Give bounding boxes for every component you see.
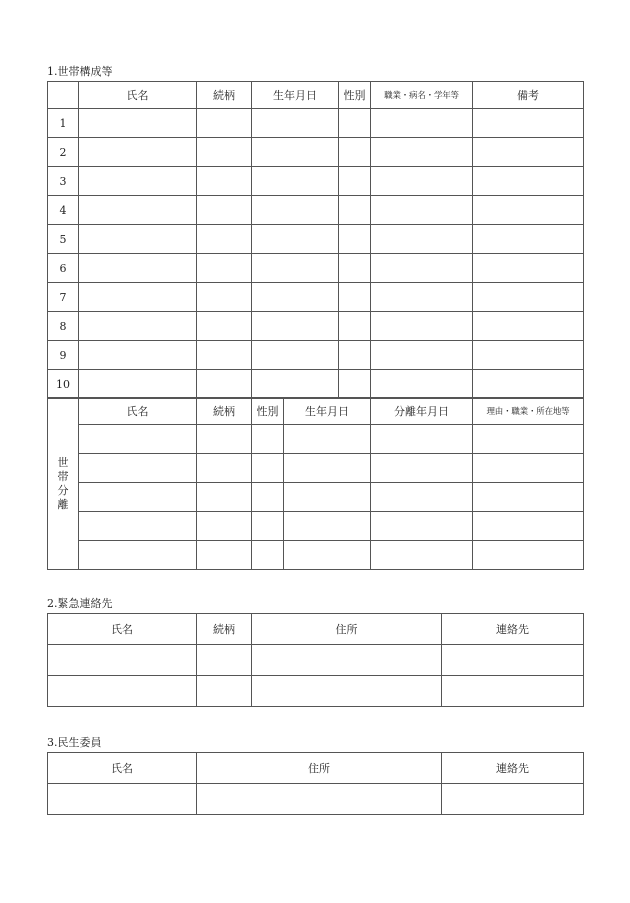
- household-relation-cell[interactable]: [197, 225, 252, 254]
- row-number: 7: [48, 283, 79, 312]
- em-header-address: 住所: [252, 614, 442, 645]
- household-birthdate-cell[interactable]: [252, 370, 339, 399]
- household-relation-cell[interactable]: [197, 341, 252, 370]
- household-header-row: [48, 82, 584, 109]
- welfare-commissioner-table: [47, 752, 584, 815]
- household-birthdate-cell[interactable]: [252, 167, 339, 196]
- separation-name-cell[interactable]: [79, 541, 197, 570]
- household-name-cell[interactable]: [79, 283, 197, 312]
- household-remarks-cell[interactable]: [473, 283, 584, 312]
- household-row: [48, 225, 584, 254]
- section2-title: 2.緊急連絡先: [47, 597, 113, 610]
- household-occupation-cell[interactable]: [371, 225, 473, 254]
- sep-header-sex: 性別: [252, 398, 284, 425]
- household-sex-cell[interactable]: [339, 254, 371, 283]
- em-header-relation: 続柄: [197, 614, 252, 645]
- household-row: [48, 109, 584, 138]
- household-birthdate-cell[interactable]: [252, 341, 339, 370]
- wc-header-address: 住所: [197, 753, 442, 784]
- household-sex-cell[interactable]: [339, 167, 371, 196]
- household-relation-cell[interactable]: [197, 254, 252, 283]
- household-name-cell[interactable]: [79, 254, 197, 283]
- emergency-address-cell[interactable]: [252, 645, 442, 676]
- household-name-cell[interactable]: [79, 341, 197, 370]
- separation-label-char: 分: [57, 483, 69, 497]
- household-occupation-cell[interactable]: [371, 138, 473, 167]
- separation-relation-cell[interactable]: [197, 454, 252, 483]
- household-sex-cell[interactable]: [339, 370, 371, 399]
- sep-header-separation-date: 分離年月日: [371, 398, 473, 425]
- header-name: 氏名: [79, 82, 197, 109]
- household-row: [48, 341, 584, 370]
- household-sex-cell[interactable]: [339, 196, 371, 225]
- separation-separation-date-cell[interactable]: [371, 483, 473, 512]
- household-relation-cell[interactable]: [197, 167, 252, 196]
- household-row: [48, 254, 584, 283]
- separation-separation-date-cell[interactable]: [371, 425, 473, 454]
- household-relation-cell[interactable]: [197, 283, 252, 312]
- separation-reason-cell[interactable]: [473, 454, 584, 483]
- household-remarks-cell[interactable]: [473, 225, 584, 254]
- separation-header-row: [48, 398, 584, 425]
- section1-title: 1.世帯構成等: [47, 65, 113, 78]
- household-name-cell[interactable]: [79, 370, 197, 399]
- row-number: 1: [48, 109, 79, 138]
- row-number: 9: [48, 341, 79, 370]
- separation-row: [48, 425, 584, 454]
- household-occupation-cell[interactable]: [371, 283, 473, 312]
- household-remarks-cell[interactable]: [473, 312, 584, 341]
- household-birthdate-cell[interactable]: [252, 109, 339, 138]
- household-name-cell[interactable]: [79, 167, 197, 196]
- household-birthdate-cell[interactable]: [252, 312, 339, 341]
- separation-row: [48, 483, 584, 512]
- wc-header-name: 氏名: [48, 753, 197, 784]
- household-birthdate-cell[interactable]: [252, 196, 339, 225]
- household-occupation-cell[interactable]: [371, 254, 473, 283]
- separation-birthdate-cell[interactable]: [284, 483, 371, 512]
- household-relation-cell[interactable]: [197, 109, 252, 138]
- household-name-cell[interactable]: [79, 312, 197, 341]
- emergency-contact-cell[interactable]: [442, 645, 584, 676]
- household-remarks-cell[interactable]: [473, 167, 584, 196]
- household-birthdate-cell[interactable]: [252, 138, 339, 167]
- sep-header-reason: 理由・職業・所在地等: [473, 398, 584, 425]
- household-occupation-cell[interactable]: [371, 370, 473, 399]
- separation-sex-cell[interactable]: [252, 541, 284, 570]
- household-name-cell[interactable]: [79, 138, 197, 167]
- separation-row: [48, 512, 584, 541]
- household-occupation-cell[interactable]: [371, 109, 473, 138]
- separation-birthdate-cell[interactable]: [284, 454, 371, 483]
- separation-relation-cell[interactable]: [197, 541, 252, 570]
- household-sex-cell[interactable]: [339, 283, 371, 312]
- row-number: 3: [48, 167, 79, 196]
- welfare-contact-cell[interactable]: [442, 784, 584, 815]
- separation-birthdate-cell[interactable]: [284, 541, 371, 570]
- emergency-table: [47, 613, 584, 707]
- household-occupation-cell[interactable]: [371, 196, 473, 225]
- household-birthdate-cell[interactable]: [252, 283, 339, 312]
- separation-row: [48, 454, 584, 483]
- separation-relation-cell[interactable]: [197, 425, 252, 454]
- household-row: [48, 283, 584, 312]
- separation-reason-cell[interactable]: [473, 512, 584, 541]
- household-relation-cell[interactable]: [197, 196, 252, 225]
- welfare-header-row: [48, 753, 584, 784]
- household-remarks-cell[interactable]: [473, 109, 584, 138]
- row-number: 6: [48, 254, 79, 283]
- household-remarks-cell[interactable]: [473, 138, 584, 167]
- household-sex-cell[interactable]: [339, 341, 371, 370]
- household-relation-cell[interactable]: [197, 138, 252, 167]
- section3-title: 3.民生委員: [47, 736, 102, 749]
- separation-name-cell[interactable]: [79, 454, 197, 483]
- household-row: [48, 370, 584, 399]
- emergency-header-row: [48, 614, 584, 645]
- separation-separation-date-cell[interactable]: [371, 512, 473, 541]
- emergency-relation-cell[interactable]: [197, 676, 252, 707]
- emergency-name-cell[interactable]: [48, 676, 197, 707]
- sep-header-relation: 続柄: [197, 398, 252, 425]
- household-sex-cell[interactable]: [339, 138, 371, 167]
- sep-header-birthdate: 生年月日: [284, 398, 371, 425]
- household-name-cell[interactable]: [79, 109, 197, 138]
- row-number: 5: [48, 225, 79, 254]
- household-occupation-cell[interactable]: [371, 312, 473, 341]
- separation-sex-cell[interactable]: [252, 454, 284, 483]
- row-number: 10: [48, 370, 79, 399]
- separation-label-char: 離: [57, 497, 69, 511]
- separation-sex-cell[interactable]: [252, 512, 284, 541]
- emergency-contact-cell[interactable]: [442, 676, 584, 707]
- household-birthdate-cell[interactable]: [252, 225, 339, 254]
- household-row: [48, 196, 584, 225]
- household-relation-cell[interactable]: [197, 312, 252, 341]
- household-sex-cell[interactable]: [339, 225, 371, 254]
- emergency-row: [48, 645, 584, 676]
- separation-sex-cell[interactable]: [252, 425, 284, 454]
- welfare-address-cell[interactable]: [197, 784, 442, 815]
- separation-sex-cell[interactable]: [252, 483, 284, 512]
- household-row: [48, 167, 584, 196]
- separation-label-char: 帯: [57, 469, 69, 483]
- em-header-contact: 連絡先: [442, 614, 584, 645]
- separation-label-char: 世: [57, 455, 69, 469]
- separation-reason-cell[interactable]: [473, 425, 584, 454]
- row-number: 8: [48, 312, 79, 341]
- separation-table: [47, 397, 584, 570]
- header-relation: 続柄: [197, 82, 252, 109]
- household-name-cell[interactable]: [79, 196, 197, 225]
- header-birthdate: 生年月日: [252, 82, 339, 109]
- emergency-address-cell[interactable]: [252, 676, 442, 707]
- emergency-row: [48, 676, 584, 707]
- household-remarks-cell[interactable]: [473, 341, 584, 370]
- household-occupation-cell[interactable]: [371, 341, 473, 370]
- separation-name-cell[interactable]: [79, 425, 197, 454]
- emergency-relation-cell[interactable]: [197, 645, 252, 676]
- household-row: [48, 138, 584, 167]
- header-sex: 性別: [339, 82, 371, 109]
- household-name-cell[interactable]: [79, 225, 197, 254]
- household-remarks-cell[interactable]: [473, 370, 584, 399]
- separation-row: [48, 541, 584, 570]
- em-header-name: 氏名: [48, 614, 197, 645]
- header-blank: [48, 82, 79, 109]
- household-occupation-cell[interactable]: [371, 167, 473, 196]
- household-remarks-cell[interactable]: [473, 254, 584, 283]
- household-remarks-cell[interactable]: [473, 196, 584, 225]
- welfare-name-cell[interactable]: [48, 784, 197, 815]
- separation-label: [48, 398, 79, 570]
- separation-separation-date-cell[interactable]: [371, 454, 473, 483]
- emergency-name-cell[interactable]: [48, 645, 197, 676]
- separation-name-cell[interactable]: [79, 483, 197, 512]
- header-occupation: 職業・病名・学年等: [371, 82, 473, 109]
- separation-name-cell[interactable]: [79, 512, 197, 541]
- separation-reason-cell[interactable]: [473, 483, 584, 512]
- row-number: 2: [48, 138, 79, 167]
- separation-reason-cell[interactable]: [473, 541, 584, 570]
- wc-header-contact: 連絡先: [442, 753, 584, 784]
- household-sex-cell[interactable]: [339, 312, 371, 341]
- separation-birthdate-cell[interactable]: [284, 425, 371, 454]
- household-sex-cell[interactable]: [339, 109, 371, 138]
- household-relation-cell[interactable]: [197, 370, 252, 399]
- row-number: 4: [48, 196, 79, 225]
- welfare-row: [48, 784, 584, 815]
- separation-separation-date-cell[interactable]: [371, 541, 473, 570]
- household-table: [47, 81, 584, 399]
- separation-birthdate-cell[interactable]: [284, 512, 371, 541]
- sep-header-name: 氏名: [79, 398, 197, 425]
- header-remarks: 備考: [473, 82, 584, 109]
- separation-relation-cell[interactable]: [197, 483, 252, 512]
- household-birthdate-cell[interactable]: [252, 254, 339, 283]
- household-row: [48, 312, 584, 341]
- separation-relation-cell[interactable]: [197, 512, 252, 541]
